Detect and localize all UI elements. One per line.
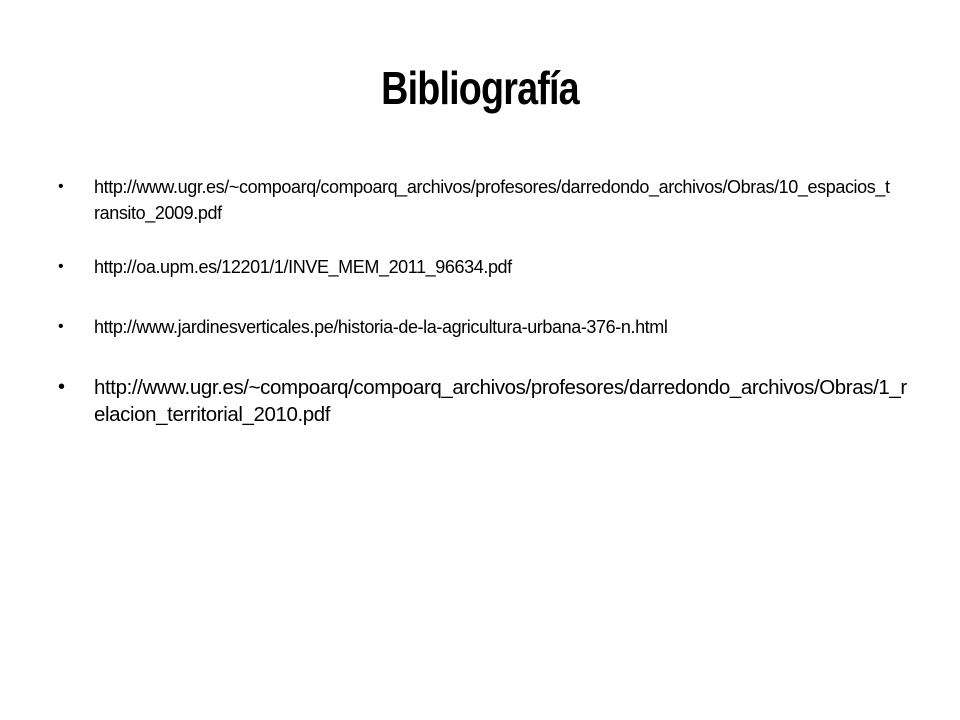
reference-item [58,174,918,226]
reference-item [58,374,918,428]
bullet-icon: • [58,318,64,335]
bullet-icon: • [58,376,65,398]
reference-item [58,314,918,340]
reference-link[interactable]: http://oa.upm.es/12201/1/INVE_MEM_2011_96634.pdf [94,257,512,277]
slide-title: Bibliografía [381,62,579,114]
bullet-icon: • [58,258,64,275]
reference-link[interactable]: http://www.jardinesverticales.pe/historia-de-la-agricultura-urbana-376-n.html [94,317,668,337]
reference-list [58,174,918,428]
reference-item [58,254,918,280]
reference-link[interactable]: http://www.ugr.es/~compoarq/compoarq_archivos/profesores/darredondo_archivos/Obras/1_relacion_territorial_2010.pdf [94,376,907,426]
reference-link[interactable]: http://www.ugr.es/~compoarq/compoarq_archivos/profesores/darredondo_archivos/Obras/10_espacios_transito_2009.pdf [94,177,890,223]
bullet-icon: • [58,178,64,195]
